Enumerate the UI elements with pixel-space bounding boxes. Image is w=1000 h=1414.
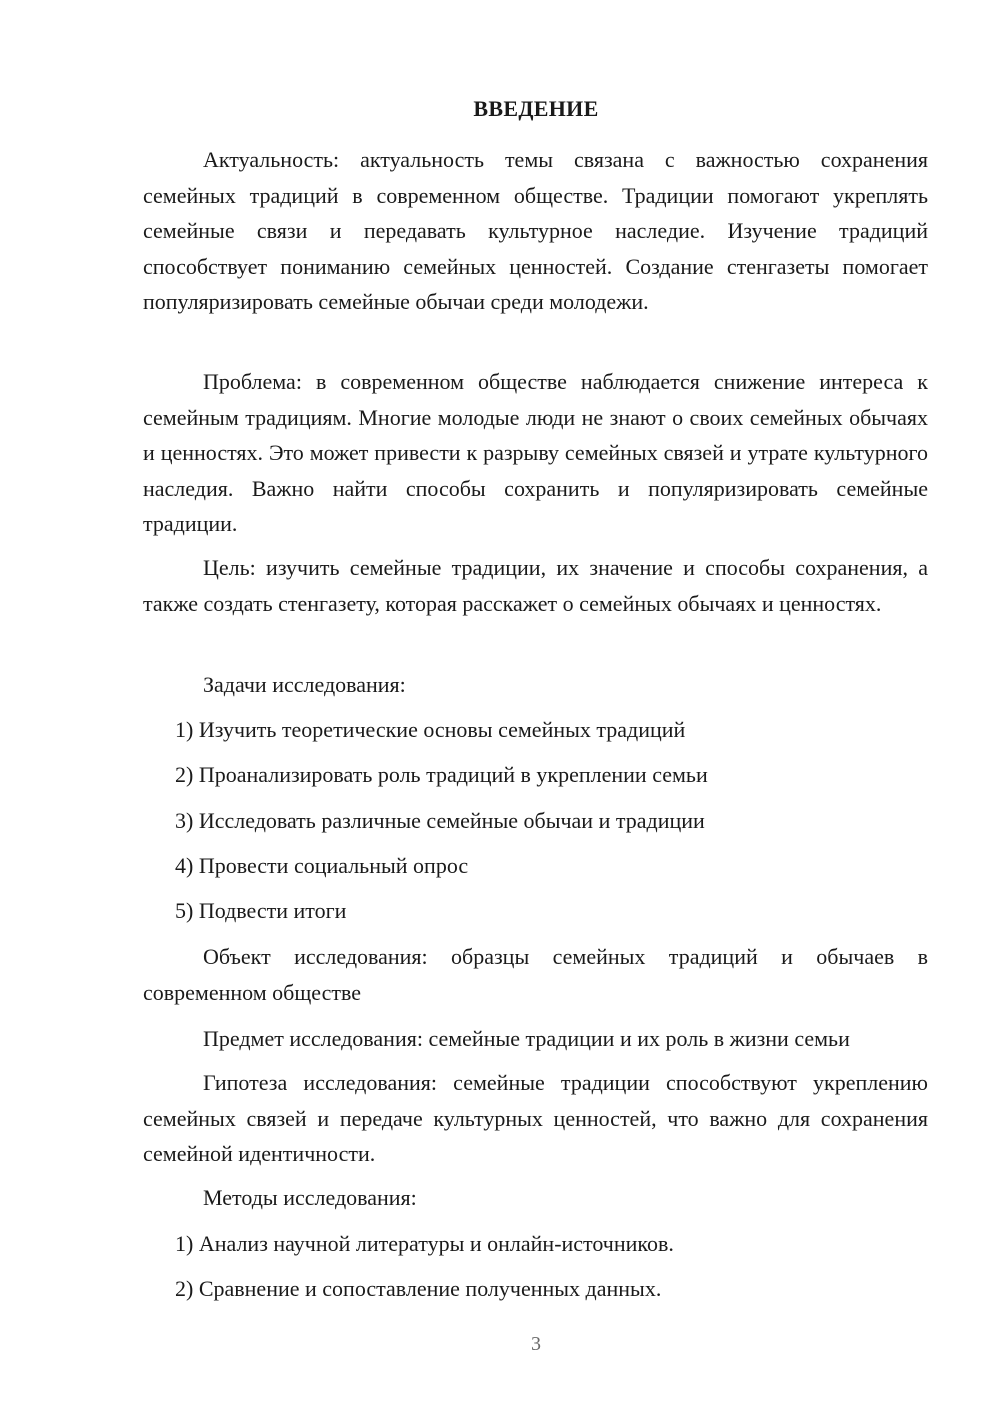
relevance-paragraph: Актуальность: актуальность темы связана с важностью сохранения семейных традиций в современном обществе. Традиции помогают укреплять семейные связи и передавать культурное наследие. Изучение традиций способствует пониманию семейных ценностей. Создание стенгазеты помогает популяризировать семейные обычаи среди молодежи. [143,147,928,314]
method-item: 2) Сравнение и сопоставление полученных данных. [175,1276,662,1301]
page-number: 3 [531,1333,541,1355]
problem-paragraph: Проблема: в современном обществе наблюдается снижение интереса к семейным традициям. Многие молодые люди не знают о своих семейных обычаях и ценностях. Это может привести к разрыву семейных связей и утрате культурного наследия. Важно найти способы сохранить и популяризировать семейные традиции. [143,369,928,536]
task-item: 1) Изучить теоретические основы семейных традиций [175,717,686,742]
method-item: 1) Анализ научной литературы и онлайн-источников. [175,1231,674,1256]
task-item: 3) Исследовать различные семейные обычаи и традиции [175,808,705,833]
object-paragraph: Объект исследования: образцы семейных традиций и обычаев в современном обществе [143,944,928,1005]
task-item: 2) Проанализировать роль традиций в укреплении семьи [175,762,708,787]
hypothesis-paragraph: Гипотеза исследования: семейные традиции способствуют укреплению семейных связей и передаче культурных ценностей, что важно для сохранения семейной идентичности. [143,1070,928,1166]
tasks-title: Задачи исследования: [203,672,406,697]
subject-paragraph: Предмет исследования: семейные традиции и их роль в жизни семьи [203,1026,850,1051]
methods-title: Методы исследования: [203,1185,417,1210]
task-item: 5) Подвести итоги [175,898,347,923]
goal-paragraph: Цель: изучить семейные традиции, их значение и способы сохранения, а также создать стенгазету, которая расскажет о семейных обычаях и ценностях. [143,555,928,616]
section-heading: ВВЕДЕНИЕ [473,96,599,121]
task-item: 4) Провести социальный опрос [175,853,469,878]
